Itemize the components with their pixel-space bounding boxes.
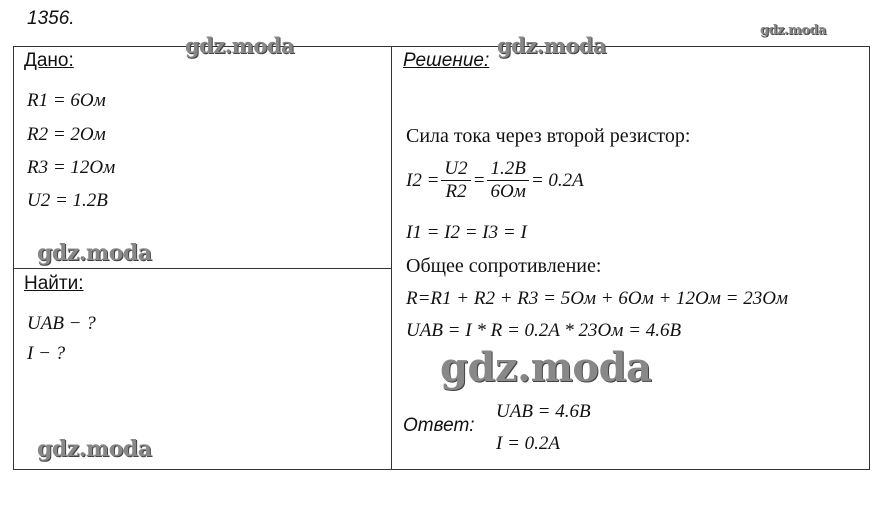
currents-equal-formula: I1 = I2 = I3 = I [406, 222, 527, 243]
current-i2-formula: I2 = $\frac{U2}{R2}$ = $\frac{1.2B}{6Ом}$ = 0.2A [406, 158, 584, 202]
find-i: I − ? [27, 343, 66, 364]
solution-header: Решение: [403, 50, 490, 71]
answer-uab: UAB = 4.6B [496, 401, 591, 422]
watermark: gdz.moda [37, 436, 152, 462]
total-resistance-formula: R=R1 + R2 + R3 = 5Ом + 6Ом + 12Ом = 23Ом [406, 288, 789, 309]
given-r1: R1 = 6Ом [27, 90, 106, 111]
solution-text-current: Сила тока через второй резистор: [406, 125, 691, 147]
watermark: gdz.moda [760, 23, 827, 38]
answer-i: I = 0.2A [496, 433, 561, 454]
fraction-values: $\frac{1.2B}{6Ом}$ [487, 158, 528, 203]
watermark: gdz.moda [185, 33, 295, 58]
watermark: gdz.moda [440, 344, 652, 391]
given-r3: R3 = 12Ом [27, 157, 116, 178]
problem-number: 1356. [27, 8, 75, 29]
given-r2: R2 = 2Ом [27, 124, 106, 145]
given-header: Дано: [24, 50, 74, 71]
find-uab: UAB − ? [27, 313, 96, 334]
watermark: gdz.moda [497, 33, 607, 58]
given-u2: U2 = 1.2B [27, 190, 108, 211]
solution-text-resistance: Общее сопротивление: [406, 255, 602, 277]
equals-sign: = [472, 169, 486, 191]
find-header: Найти: [24, 273, 84, 294]
answer-label: Ответ: [403, 415, 475, 436]
row-divider [13, 268, 391, 269]
column-divider [391, 46, 392, 470]
watermark: gdz.moda [37, 240, 152, 266]
fraction-u2-r2: $\frac{U2}{R2}$ [441, 158, 470, 203]
voltage-formula: UAB = I * R = 0.2A * 23Ом = 4.6B [406, 320, 682, 341]
